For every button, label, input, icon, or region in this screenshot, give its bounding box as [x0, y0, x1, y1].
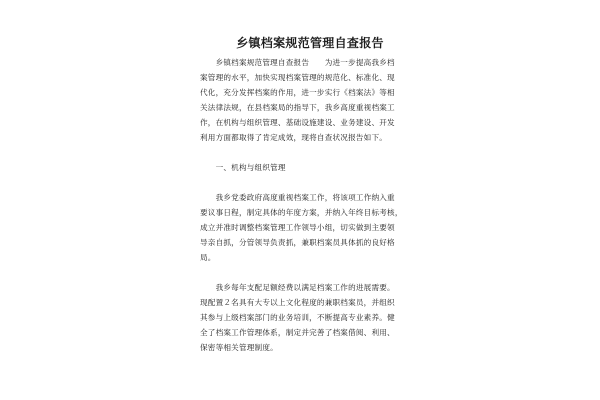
paragraph-line: 现配置２名具有大专以上文化程度的兼职档案员，并组织 — [200, 298, 395, 307]
paragraph-line: 我乡每年支配足额经费以满足档案工作的进展需要。 — [200, 283, 395, 292]
paragraph-line: 成立并准时调整档案管理工作领导小组，切实做到主要领 — [200, 223, 395, 232]
paragraph-line: 代化，充分发挥档案的作用，进一步实行《档案法》等相 — [200, 88, 395, 97]
body-paragraph — [200, 190, 420, 265]
document-page — [200, 0, 420, 400]
paragraph-line: 案管理的水平，加快实现档案管理的规范化、标准化、现 — [200, 73, 395, 82]
section-heading: 一、机构与组织管理 — [200, 163, 286, 172]
paragraph-line: 其参与上级档案部门的业务培训，不断提高专业素养。健 — [200, 313, 395, 322]
intro-paragraph — [200, 55, 420, 145]
paragraph-line: 要议事日程，制定具体的年度方案，并纳入年终目标考核， — [200, 208, 403, 217]
paragraph-line: 局。 — [200, 253, 216, 262]
paragraph-line: 我乡党委政府高度重视档案工作，将该项工作纳入重 — [200, 193, 395, 202]
document-title: 乡镇档案规范管理自查报告 — [236, 36, 384, 50]
paragraph-line: 保密等相关管理制度。 — [200, 343, 278, 352]
paragraph-line: 利用方面都取得了肯定成效，现将自查状况报告如下。 — [200, 133, 388, 142]
paragraph-line: 全了档案工作管理体系，制定并完善了档案借阅、利用、 — [200, 328, 395, 337]
paragraph-line: 关法律法规，在县档案局的指导下，我乡高度重视档案工 — [200, 103, 395, 112]
paragraph-line: 乡镇档案规范管理自查报告 为进一步提高我乡档 — [200, 58, 395, 67]
body-paragraph — [200, 280, 420, 355]
paragraph-line: 作，在机构与组织管理、基础设施建设、业务建设、开发 — [200, 118, 395, 127]
paragraph-line: 导亲自抓，分管领导负责抓，兼职档案员具体抓的良好格 — [200, 238, 395, 247]
